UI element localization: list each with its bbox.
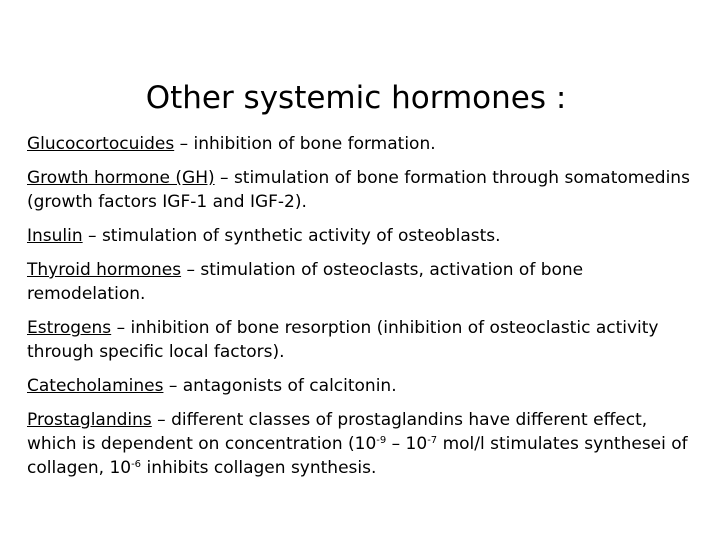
list-item-prostaglandins xyxy=(27,408,697,480)
item-text: inhibition of bone resorption (inhibition of osteoclastic activity through specific local factors). xyxy=(27,318,659,362)
item-dash: – xyxy=(88,226,97,246)
item-term: Growth hormone (GH) xyxy=(27,168,215,188)
list-item-estrogens xyxy=(27,316,697,364)
item-term: Thyroid hormones xyxy=(27,260,182,280)
item-text: stimulation of osteoclasts, activation of bone remodelation. xyxy=(27,260,584,304)
item-term: Estrogens xyxy=(27,318,112,338)
item-dash: – xyxy=(116,318,126,338)
item-dash: – xyxy=(168,376,178,396)
item-text-part: different classes of prostaglandins have different effect, which is dependent on concentration (10 xyxy=(27,410,648,454)
item-text: stimulation of bone formation through somatomedins (growth factors IGF-1 and IGF-2). xyxy=(27,168,690,212)
item-dash: – xyxy=(186,260,195,280)
list-item-thyroid-hormones xyxy=(27,258,697,306)
item-text: inhibition of bone formation. xyxy=(193,134,436,154)
exponent: -9 xyxy=(376,435,387,446)
list-item-growth-hormone xyxy=(27,166,697,214)
item-term: Catecholamines xyxy=(27,376,164,396)
item-term: Prostaglandins xyxy=(27,410,152,430)
item-text-part: mol/l stimulates synthesei of collagen, 10 xyxy=(27,434,688,478)
item-text: stimulation of synthetic activity of osteoblasts. xyxy=(101,226,501,246)
list-item-insulin xyxy=(27,224,697,248)
item-term: Glucocortocuides xyxy=(27,134,175,154)
list-item-glucocorticoids xyxy=(27,132,697,156)
item-text: antagonists of calcitonin. xyxy=(182,376,397,396)
hormone-list xyxy=(27,132,697,490)
item-term: Insulin xyxy=(27,226,83,246)
item-text-part: – 10 xyxy=(391,434,428,454)
item-dash: – xyxy=(157,410,166,430)
exponent: -7 xyxy=(427,435,438,446)
exponent: -6 xyxy=(131,459,142,470)
item-dash: – xyxy=(179,134,189,154)
list-item-catecholamines xyxy=(27,374,697,398)
slide-title: Other systemic hormones : xyxy=(145,80,567,116)
item-text-part: inhibits collagen synthesis. xyxy=(146,458,377,478)
item-dash: – xyxy=(220,168,229,188)
